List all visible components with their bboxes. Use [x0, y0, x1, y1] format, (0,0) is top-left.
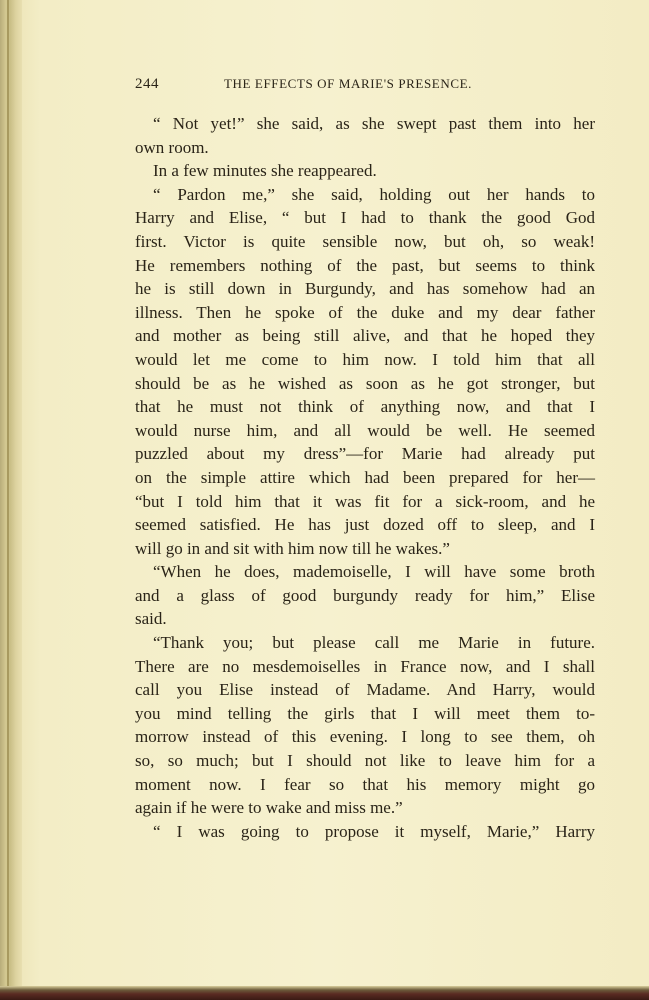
- text-line: He remembers nothing of the past, but seems to think: [135, 255, 595, 275]
- binding-gutter: [0, 0, 22, 1000]
- text-line: said.: [135, 609, 167, 629]
- text-line: again if he were to wake and miss me.”: [135, 798, 403, 818]
- text-line: and a glass of good burgundy ready for him,” Elise: [135, 585, 595, 605]
- page-header: [135, 76, 595, 98]
- text-line: Harry and Elise, “ but I had to thank the good God: [135, 208, 595, 228]
- text-line: There are no mesdemoiselles in France now, and I shall: [135, 656, 595, 676]
- text-line: In a few minutes she reappeared.: [153, 161, 377, 181]
- text-line: “When he does, mademoiselle, I will have some broth: [153, 562, 595, 582]
- text-line: call you Elise instead of Madame. And Harry, would: [135, 680, 595, 700]
- page-bottom-edge: [0, 986, 649, 1000]
- text-line: will go in and sit with him now till he wakes.”: [135, 538, 450, 558]
- page-number: 244: [135, 76, 159, 92]
- text-line: should be as he wished as soon as he got stronger, but: [135, 373, 595, 393]
- body-text: [135, 112, 595, 843]
- text-line: would let me come to him now. I told him that all: [135, 349, 595, 369]
- text-line: “Thank you; but please call me Marie in future.: [153, 633, 595, 653]
- text-line: puzzled about my dress”—for Marie had already put: [135, 444, 595, 464]
- text-line: you mind telling the girls that I will meet them to-: [135, 703, 595, 723]
- text-line: “but I told him that it was fit for a sick-room, and he: [135, 491, 595, 511]
- text-line: own room.: [135, 137, 209, 157]
- text-line: “ Pardon me,” she said, holding out her hands to: [153, 184, 595, 204]
- text-line: would nurse him, and all would be well. He seemed: [135, 420, 595, 440]
- text-line: moment now. I fear so that his memory might go: [135, 774, 595, 794]
- text-line: so, so much; but I should not like to leave him for a: [135, 751, 595, 771]
- text-line: on the simple attire which had been prepared for her—: [135, 467, 595, 487]
- text-line: that he must not think of anything now, and that I: [135, 397, 595, 417]
- running-head: THE EFFECTS OF MARIE'S PRESENCE.: [224, 76, 472, 91]
- text-line: he is still down in Burgundy, and has somehow had an: [135, 279, 595, 299]
- text-line: first. Victor is quite sensible now, but oh, so weak!: [135, 231, 595, 251]
- text-line: morrow instead of this evening. I long to see them, oh: [135, 727, 595, 747]
- text-line: and mother as being still alive, and that he hoped they: [135, 326, 595, 346]
- text-line: seemed satisfied. He has just dozed off to sleep, and I: [135, 515, 595, 535]
- text-line: “ Not yet!” she said, as she swept past them into her: [153, 114, 595, 133]
- text-line: illness. Then he spoke of the duke and my dear father: [135, 302, 595, 322]
- text-line: “ I was going to propose it myself, Marie,” Harry: [153, 821, 595, 841]
- gutter-line: [7, 0, 9, 1000]
